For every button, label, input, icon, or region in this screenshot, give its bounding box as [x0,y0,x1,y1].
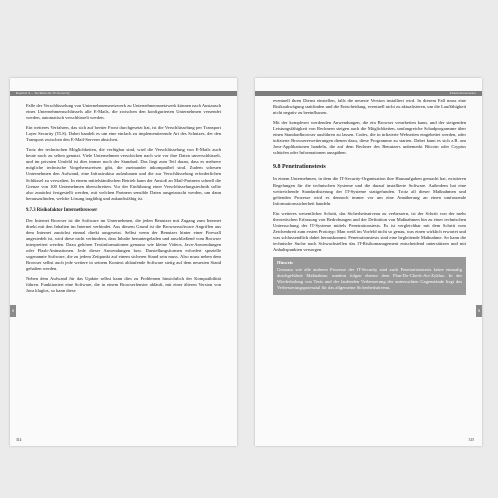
paragraph: Mit der komplexer werdenden Anwendungen, die ein Browser verarbeiten kann, und der steigenden Leistungsfähigkeit von Rechnern steigen auch die Möglichkeiten, umfangreiche Schadprogramme über einen Standardbrowser ausführen zu lassen. Codes, die in infizierte Webseiten eingebettet werden, oder infizierte Browsererweiterungen dienen dazu, diese Programme zu starten. Dabei kann es sich z.B. um Java-Applikationen handeln, die auf dem Rechner des Benutzers unbemerkt Bitcoin oder Cryptos schürfen oder Informationen ausspähen. [273,120,466,156]
running-header [255,91,482,96]
paragraph: In einem Unternehmen, in dem die IT-Security-Organisation ihre Hausaufgaben gemacht hat, existieren Regelungen für die technischen Systeme und die darauf installierte Software. Außerdem hat eine weitreichende Standardisierung der IT-Systeme stattgefunden. Trotz all dieser Maßnahmen und geltenden Prozesse wird es dennoch immer vor um eine Annäherung an einen umfassende Informationssicherheit handeln. [273,176,466,206]
right-page [255,78,482,446]
subsection-heading: 9.7.3 Risikofaktor Internetbrowser [26,207,98,213]
page-number: 315 [468,438,474,442]
chapter-tab: 9 [10,305,16,317]
paragraph: Ein weiteres wesentlicher Schritt, das Sicherheitsniveau zu verbessern, ist der Schritt von der mehr theoretischen Erfassung von Bedrohungen und der Definition von Maßnahmen hin zu einer technischen Untersuchung der IT-Systeme mittels Penetrationstests. Es ist vergleichbar mit dem Schritt vom Zeichenbrett zum ersten Prototyp: Man weiß im Vorfeld nicht so genau, was einen wirklich erwartet und was schlussendlich dabei herauskommt. Penetrationstests sind eine begleitende Maßnahme. So kann die technische Suche nach Schwachstellen das IT-Risikomanagement entscheidend unterstützen und mit Anhaltspunkten versorgen. [273,210,466,252]
hint-title: Hinweis [277,260,293,266]
page-body [273,98,466,295]
hint-text: Genauso wie alle anderen Prozesse der IT-Security sind auch Penetrationstests keine einmalig durchgeführte Maßnahme, sondern folgen ebenso dem Plan-Do-Check-Act-Zyklus. In der Wiederholung von Tests und der laufenden Verbesserung der untersuchten Gegenstände liegt das Verbesserungspotenzial für das allgemeine Sicherheitsniveau. [277,267,462,291]
paragraph: Trotz der technischen Möglichkeiten, die verfügbar sind, wird die Verschlüsselung von E-Mails auch heute noch zu selten genutzt. Viele Unternehmen verschicken nach wie vor ihre Daten unverschlüsselt, und im privaten Umfeld ist dies immer noch der Standard. Das liegt zum Teil daran, dass es mehrere mögliche technische Vorgehensweisen gibt, die zueinander inkompatibel sind. Zudem scheuen Unternehmen den Aufwand, eine Infrastruktur aufzubauen und die zur Verschlüsselung erforderlichen Schlüssel zu verwalten. In einem mittelständischen Betrieb kann der Anstoß an Mail-Partnern schnell die Grenze von 100 Unternehmen überschreiten. Vor der Einführung einer Verschlüsselungstechnik sollte also zunächst festgestellt werden, mit welchen Partnern sensible Daten ausgetauscht werden, um dann herauszufinden, welche Lösung tragfähig und zukunftsfähig ist. [26,147,221,201]
paragraph: Ein weiteres Verfahren, das sich auf breiter Front durchgesetzt hat, ist die Verschlüsselung per Transport Layer Security (TLS). Dabei handelt es um eine einfach zu implementierende Art des Schutzes, der den Transport zwischen den E-Mail-Servern absichert. [26,125,221,143]
paragraph: Neben dem Aufwand für das Update selbst kann dies zu Problemen hinsichtlich der Kompatibilität führen. Funktioniert eine Software, die in einem Browserfenster abläuft, mit einer älteren Version von Java klaglos, so kann diese [26,276,221,294]
paragraph: Falle der Verschlüsselung von Unternehmensnetzwerk zu Unternehmensnetzwerk können nach Austausch eines Unternehmensschlüssels alle E-Mails, die zwischen den konfigurierten Unternehmen versendet werden, automatisch verschlüsselt werden. [26,103,221,121]
page-body [26,103,221,298]
section-heading: 9.8 Penetrationstests [273,164,326,171]
running-header [10,91,237,96]
paragraph: Der Internet Browser ist die Software im Unternehmen, die jeden Benutzer mit Zugang zum Internet direkt mit den Inhalten im Internet verbindet. Aus diesem Grund ist die Browsersoftware Angriffen aus dem Internet zunächst einmal direkt ausgesetzt. Selbst wenn der Benutzer hinter einer Firewall angesiedelt ist, wird diese nicht verhindern, dass Inhalte heruntergeladen und anschließend vom Browser interpretiert werden. Dazu gehören Textinformationen genauso wie kleine Videos, Java-Anwendungen oder Flash-Animationen. Jede dieser Anwendungen bzw. Darstellungsformen erfordert spezielle sogenannte Software, die zu jedem Zeitpunkt auf einem sicheren Stand sein muss. Also muss neben dem Browser selbst auch jede weitere in seinem Kontext ablaufende Software stetig auf dem neuesten Stand gehalten werden. [26,217,221,272]
paragraph: eventuell ihren Dienst einstellen, falls die neueste Version installiert wird. In diesem Fall muss eine Risikoabwägung stattfinden und die Entscheidung, eventuell nicht zu aktualisieren, um die Lauffähigkeit nicht negativ zu beeinflussen. [273,98,466,116]
hint-box [273,257,466,295]
page-number: 314 [16,438,22,442]
chapter-tab: 9 [476,305,482,317]
left-page [10,78,237,446]
header-title: Penetrationstests [449,91,476,95]
header-title: Kapitel 9 – Technische IT-Security [16,91,71,95]
